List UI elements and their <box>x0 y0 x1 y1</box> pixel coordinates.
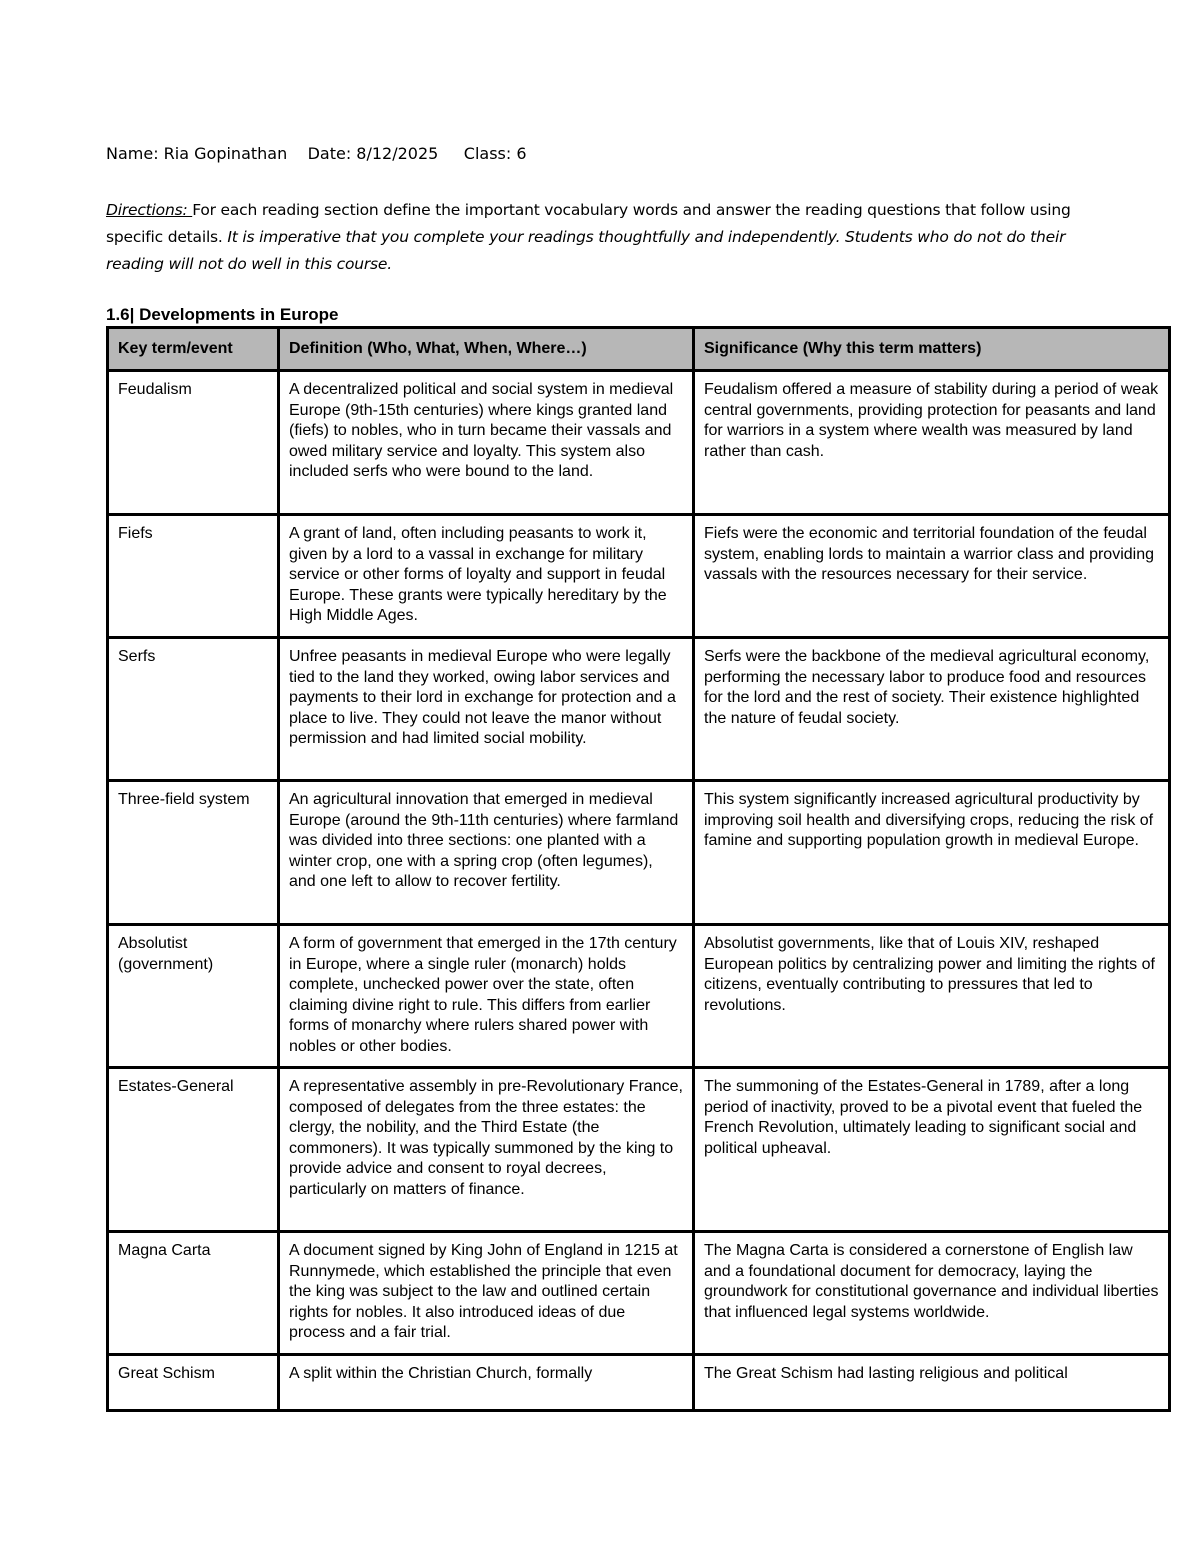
significance-cell: The summoning of the Estates-General in 1789, after a long period of inactivity, proved to be a pivotal event that fueled the French Revolution, ultimately leading to significant social and political upheaval. <box>694 1068 1170 1232</box>
directions-text: For each reading section define the important vocabulary words and answer the reading questions that follow using specific details. <box>106 201 1071 246</box>
term-cell: Serfs <box>108 638 279 781</box>
table-row <box>108 638 1170 781</box>
directions-label: Directions: <box>106 201 193 219</box>
table-row <box>108 371 1170 515</box>
significance-cell: Fiefs were the economic and territorial foundation of the feudal system, enabling lords to maintain a warrior class and providing vassals with the resources necessary for their service. <box>694 515 1170 638</box>
table-header-row <box>108 328 1170 371</box>
table-row <box>108 781 1170 925</box>
table-row <box>108 1355 1170 1411</box>
header-definition: Definition (Who, What, When, Where…) <box>279 328 694 371</box>
header-key-term: Key term/event <box>108 328 279 371</box>
student-name: Name: Ria Gopinathan <box>106 144 288 163</box>
definition-cell: A grant of land, often including peasants to work it, given by a lord to a vassal in exchange for military service or other forms of loyalty and support in feudal Europe. These grants were typically hereditary by the High Middle Ages. <box>279 515 694 638</box>
section-title: 1.6| Developments in Europe <box>106 305 339 324</box>
definition-cell: A representative assembly in pre-Revolutionary France, composed of delegates from the three estates: the clergy, the nobility, and the Third Estate (the commoners). It was typically summoned by the king to provide advice and consent to royal decrees, particularly on matters of finance. <box>279 1068 694 1232</box>
table-row <box>108 1068 1170 1232</box>
significance-cell: The Great Schism had lasting religious and political <box>694 1355 1170 1411</box>
significance-cell: Serfs were the backbone of the medieval agricultural economy, performing the necessary labor to produce food and resources for the lord and the rest of society. Their existence highlighted the nature of feudal society. <box>694 638 1170 781</box>
term-cell: Fiefs <box>108 515 279 638</box>
definition-cell: An agricultural innovation that emerged in medieval Europe (around the 9th-11th centuries) where farmland was divided into three sections: one planted with a winter crop, one with a spring crop (often legumes), and one left to allow to recover fertility. <box>279 781 694 925</box>
definition-cell: A document signed by King John of England in 1215 at Runnymede, which established the principle that even the king was subject to the law and outlined certain rights for nobles. It also introduced ideas of due process and a fair trial. <box>279 1232 694 1355</box>
term-cell: Absolutist (government) <box>108 925 279 1068</box>
definition-cell: A split within the Christian Church, formally <box>279 1355 694 1411</box>
significance-cell: Absolutist governments, like that of Louis XIV, reshaped European politics by centralizing power and limiting the rights of citizens, eventually contributing to pressures that led to revolutions. <box>694 925 1170 1068</box>
class-period: Class: 6 <box>463 144 527 163</box>
directions-paragraph <box>106 197 1106 278</box>
vocabulary-table <box>106 326 1171 1412</box>
table-row <box>108 925 1170 1068</box>
definition-cell: Unfree peasants in medieval Europe who were legally tied to the land they worked, owing labor services and payments to their lord in exchange for protection and a place to live. They could not leave the manor without permission and had limited social mobility. <box>279 638 694 781</box>
definition-cell: A form of government that emerged in the 17th century in Europe, where a single ruler (monarch) holds complete, unchecked power over the state, often claiming divine right to rule. This differs from earlier forms of monarchy where rulers shared power with nobles or other bodies. <box>279 925 694 1068</box>
significance-cell: The Magna Carta is considered a cornerstone of English law and a foundational document for democracy, laying the groundwork for constitutional governance and individual liberties that influenced legal systems worldwide. <box>694 1232 1170 1355</box>
term-cell: Great Schism <box>108 1355 279 1411</box>
student-info-line <box>106 144 527 163</box>
term-cell: Feudalism <box>108 371 279 515</box>
term-cell: Estates-General <box>108 1068 279 1232</box>
assignment-date: Date: 8/12/2025 <box>307 144 439 163</box>
table-row <box>108 1232 1170 1355</box>
term-cell: Three-field system <box>108 781 279 925</box>
directions-emphasis: It is imperative that you complete your readings thoughtfully and independently. Students who do not do their reading will not do well in this course. <box>106 228 1066 273</box>
header-significance: Significance (Why this term matters) <box>694 328 1170 371</box>
significance-cell: Feudalism offered a measure of stability during a period of weak central governments, providing protection for peasants and land for warriors in a system where wealth was measured by land rather than cash. <box>694 371 1170 515</box>
table-row <box>108 515 1170 638</box>
definition-cell: A decentralized political and social system in medieval Europe (9th-15th centuries) where kings granted land (fiefs) to nobles, who in turn became their vassals and owed military service and loyalty. This system also included serfs who were bound to the land. <box>279 371 694 515</box>
significance-cell: This system significantly increased agricultural productivity by improving soil health and diversifying crops, reducing the risk of famine and supporting population growth in medieval Europe. <box>694 781 1170 925</box>
term-cell: Magna Carta <box>108 1232 279 1355</box>
